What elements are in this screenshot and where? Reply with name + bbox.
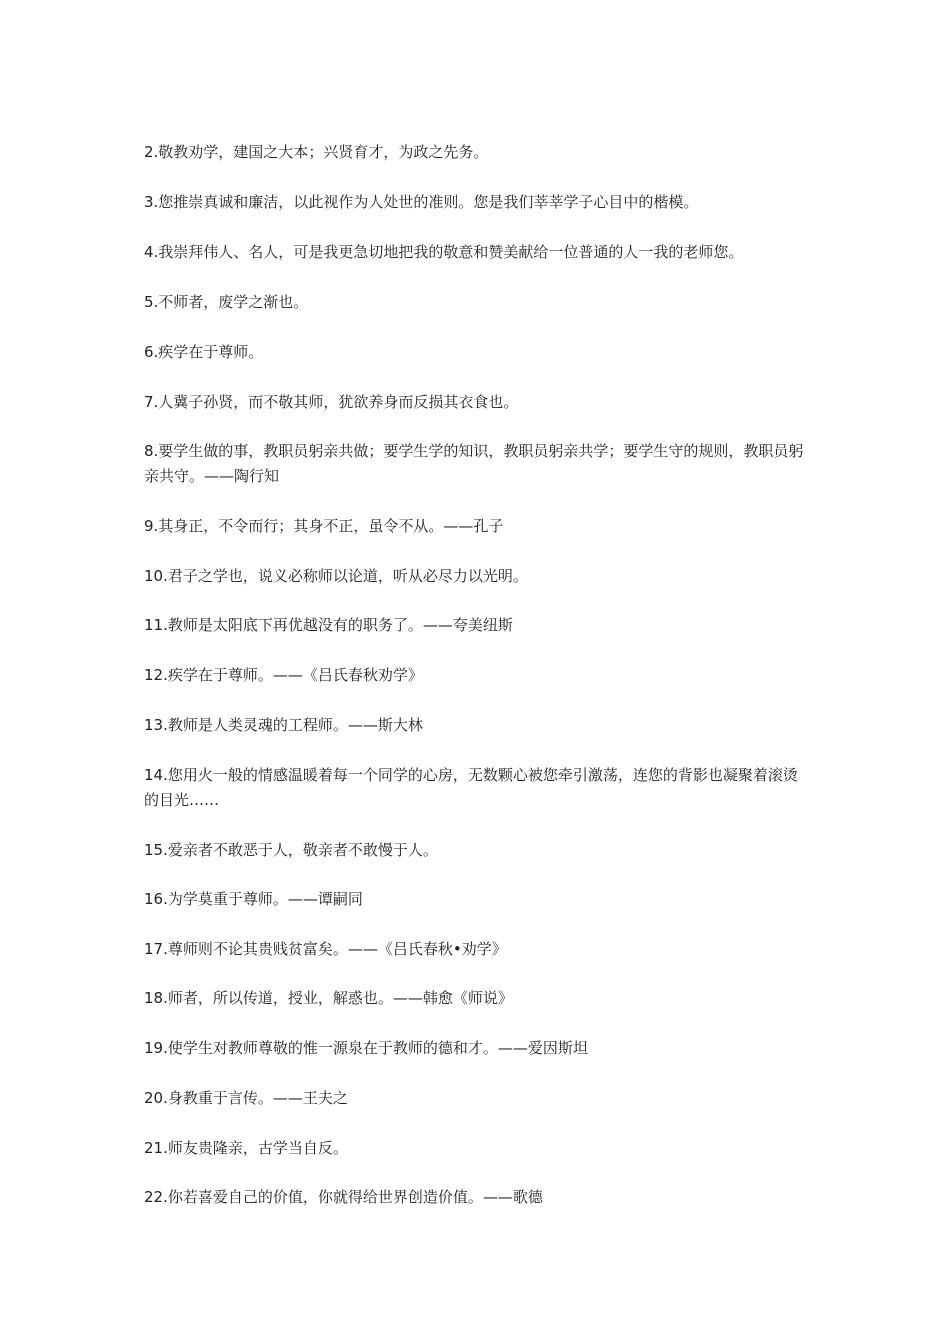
quote-10: 10.君子之学也，说义必称师以论道，听从必尽力以光明。 xyxy=(144,567,528,585)
quote-5: 5.不师者，废学之渐也。 xyxy=(144,293,309,311)
quote-7: 7.人冀子孙贤，而不敬其师，犹欲养身而反损其衣食也。 xyxy=(144,393,519,411)
quote-14: 14.您用火一般的情感温暖着每一个同学的心房，无数颗心被您牵引激荡，连您的背影也凝聚着滚烫的目光…… xyxy=(144,766,798,809)
quote-19: 19.使学生对教师尊敬的惟一源泉在于教师的德和才。——爱因斯坦 xyxy=(144,1039,588,1057)
quote-2: 2.敬教劝学，建国之大本；兴贤育才，为政之先务。 xyxy=(144,143,489,161)
quote-4: 4.我崇拜伟人、名人，可是我更急切地把我的敬意和赞美献给一位普通的人一我的老师您。 xyxy=(144,243,744,261)
quote-21: 21.师友贵隆亲，古学当自反。 xyxy=(144,1139,348,1157)
quote-18: 18.师者，所以传道，授业，解惑也。——韩愈《师说》 xyxy=(144,989,513,1007)
quote-6: 6.疾学在于尊师。 xyxy=(144,343,264,361)
quote-8: 8.要学生做的事，教职员躬亲共做；要学生学的知识，教职员躬亲共学；要学生守的规则，教职员躬亲共守。——陶行知 xyxy=(144,442,804,485)
quote-9: 9.其身正，不令而行；其身不正，虽令不从。——孔子 xyxy=(144,517,504,535)
quote-15: 15.爱亲者不敢恶于人，敬亲者不敢慢于人。 xyxy=(144,841,438,859)
quote-13: 13.教师是人类灵魂的工程师。——斯大林 xyxy=(144,716,423,734)
quote-11: 11.教师是太阳底下再优越没有的职务了。——夸美纽斯 xyxy=(144,616,513,634)
quote-20: 20.身教重于言传。——王夫之 xyxy=(144,1089,348,1107)
quote-17: 17.尊师则不论其贵贱贫富矣。——《吕氏春秋•劝学》 xyxy=(144,940,507,958)
quote-3: 3.您推崇真诚和廉洁，以此视作为人处世的准则。您是我们莘莘学子心目中的楷模。 xyxy=(144,193,699,211)
quote-12: 12.疾学在于尊师。——《吕氏春秋劝学》 xyxy=(144,666,423,684)
quote-22: 22.你若喜爱自己的价值，你就得给世界创造价值。——歌德 xyxy=(144,1188,543,1206)
quote-16: 16.为学莫重于尊师。——谭嗣同 xyxy=(144,890,363,908)
